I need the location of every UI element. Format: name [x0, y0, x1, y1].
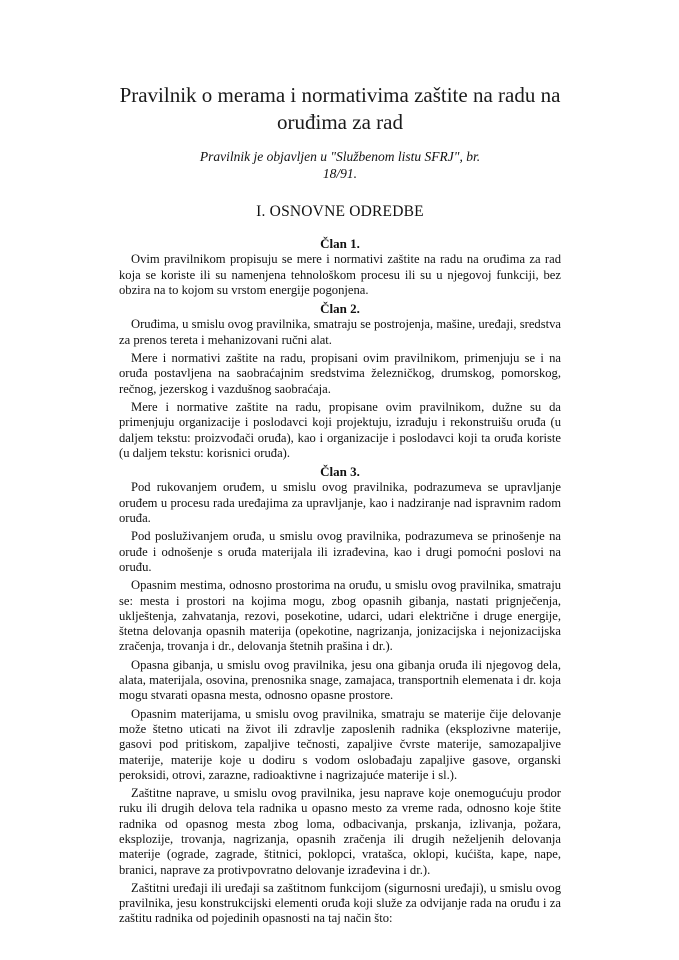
publication-note: Pravilnik je objavljen u "Službenom listu SFRJ", br. 18/91. — [199, 149, 481, 181]
article-2 — [119, 301, 561, 461]
paragraph: Opasnim mestima, odnosno prostorima na oruđu, u smislu ovog pravilnika, smatraju se: mesta i prostori na kojima mogu, zbog opasnih gibanja, nastati prignječenja, uklještenja, zahvatanja, rezovi, posekotine, udarci, udari električne i druge energije, štetna delovanja opasnih materija (opekotine, nagrizanja, jonizacijska i nejonizacijska zračenja, trovanja i dr., delovanja štetnih prašina i dr.). — [119, 578, 561, 654]
paragraph: Pod posluživanjem oruđa, u smislu ovog pravilnika, podrazumeva se prinošenje na oruđe i odnošenje s oruđa materijala ili izrađevina, kao i drugi pomoćni poslovi na oruđu. — [119, 529, 561, 574]
document-body — [119, 236, 561, 930]
document-title: Pravilnik o merama i normativima zaštite na radu na oruđima za rad — [119, 83, 561, 134]
article-3 — [119, 464, 561, 927]
section-heading: I. OSNOVNE ODREDBE — [256, 203, 424, 220]
article-heading: Član 1. — [320, 236, 360, 251]
paragraph: Opasnim materijama, u smislu ovog pravilnika, smatraju se materije čije delovanje može štetno uticati na život ili zdravlje zaposlenih radnika (eksplozivne materije, gasovi pod pritiskom, zapaljive tečnosti, zapaljive čvrste materije, samozapaljive materije, materije koje u dodiru s vodom oslobađaju zapaljive gasove, organski peroksidi, otrovi, zarazne, radioaktivne i nagrizajuće materije i sl.). — [119, 706, 561, 782]
article-heading: Član 2. — [320, 301, 360, 317]
article-heading: Član 3. — [320, 464, 360, 480]
paragraph: Mere i normativi zaštite na radu, propisani ovim pravilnikom, primenjuju se i na oruđa postavljena na saobraćajnim sredstvima železničkog, drumskog, pomorskog, rečnog, jezerskog i vazdušnog saobraćaja. — [119, 351, 561, 396]
paragraph: Oruđima, u smislu ovog pravilnika, smatraju se postrojenja, mašine, uređaji, sredstva za prenos tereta i mehanizovani ručni alat. — [119, 317, 561, 347]
paragraph: Zaštitni uređaji ili uređaji sa zaštitnom funkcijom (sigurnosni uređaji), u smislu ovog pravilnika, jesu konstrukcijski elementi oruđa koji služe za odvijanje rada na oruđu i za zaštitu radnika od pojedinih opasnosti na taj način što: — [119, 880, 561, 926]
paragraph: Opasna gibanja, u smislu ovog pravilnika, jesu ona gibanja oruđa ili njegovog dela, alata, materijala, osovina, prenosnika snage, zamajaca, transportnih elemenata i dr. koja mogu stvarati opasna mesta, odnosno opasne prostore. — [119, 657, 561, 703]
paragraph: Zaštitne naprave, u smislu ovog pravilnika, jesu naprave koje onemogućuju prodor ruku ili drugih delova tela radnika u opasno mesto za vreme rada, odnosno koje štite radnika od opasnog mesta zbog loma, odbacivanja, prskanja, izlivanja, požara, eksplozije, trovanja, nagrizanja, opasnih zračenja ili drugih neželjenih delovanja materije (ograde, zagrade, štitnici, poklopci, vratašca, oklopi, kućišta, kape, nape, branici, naprave za protivpovratno delovanje izrađevina i dr.). — [119, 786, 561, 877]
paragraph: Mere i normative zaštite na radu, propisane ovim pravilnikom, dužne su da primenjuju organizacije i poslodavci koji projektuju, izrađuju i rekonstruišu oruđa (u daljem tekstu: proizvođači oruđa), kao i organizacije i poslodavci koji ta oruđa koriste (u daljem tekstu: korisnici oruđa). — [119, 399, 561, 460]
article-1 — [119, 236, 561, 298]
paragraph: Ovim pravilnikom propisuju se mere i normativi zaštite na radu na oruđima za rad koja se koriste ili su namenjena tehnološkom procesu ili su u njegovoj funkciji, bez obzira na to kojom su vrstom energije pogonjena. — [119, 252, 561, 297]
paragraph: Pod rukovanjem oruđem, u smislu ovog pravilnika, podrazumeva se upravljanje oruđem u procesu rada uređajima za upravljanje, kao i nadziranje nad ispravnim radom oruđa. — [119, 480, 561, 526]
